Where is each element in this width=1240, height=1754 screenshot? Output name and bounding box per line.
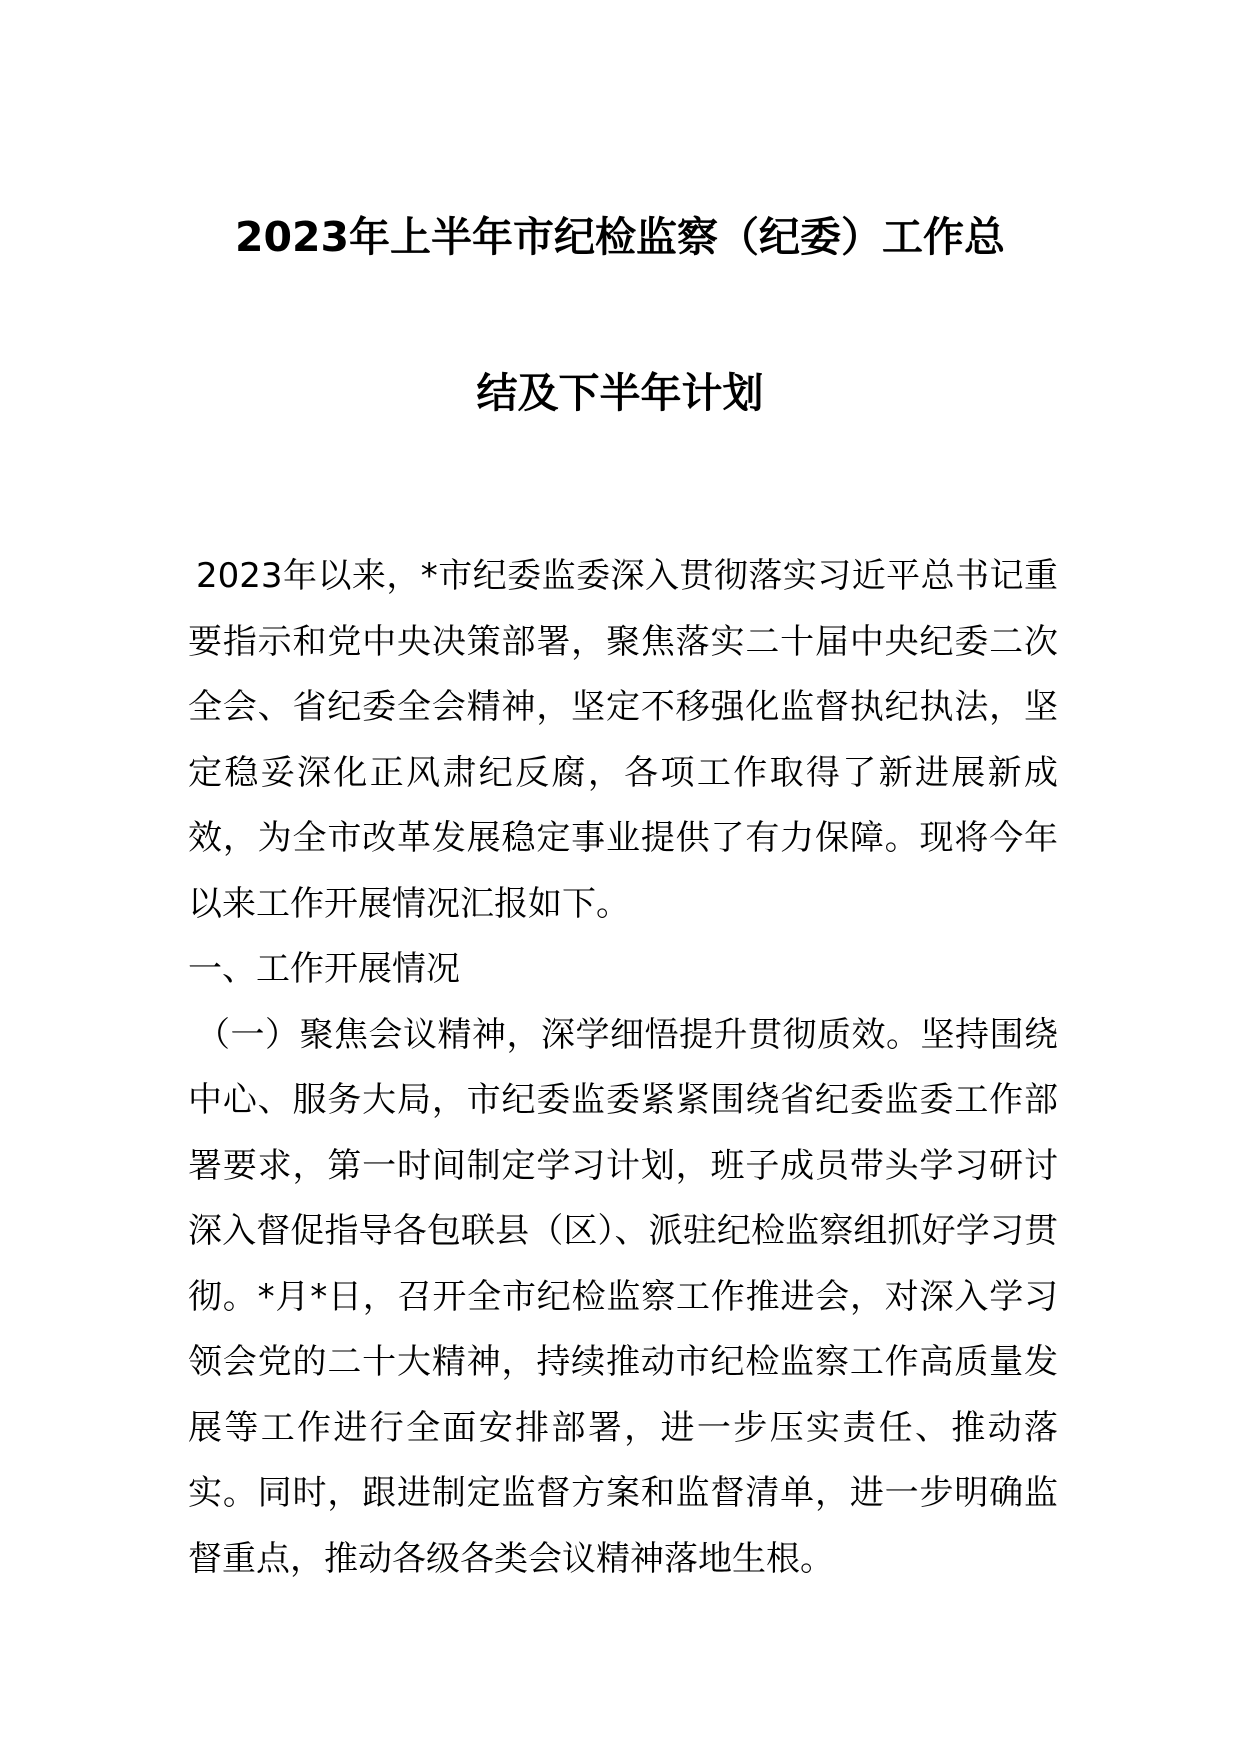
document-title-line-1: 2023年上半年市纪检监察（纪委）工作总 — [234, 213, 1006, 261]
document-body — [188, 544, 1058, 1592]
section-heading: 一、工作开展情况 — [188, 949, 460, 989]
document-title-line-2: 结及下半年计划 — [476, 369, 764, 417]
intro-paragraph: 2023年以来，*市纪委监委深入贯彻落实习近平总书记重要指示和党中央决策部署，聚焦落实二十届中央纪委二次全会、省纪委全会精神，坚定不移强化监督执纪执法，坚定稳妥深化正风肃纪反腐，各项工作取得了新进展新成效，为全市改革发展稳定事业提供了有力保障。现将今年以来工作开展情况汇报如下。 — [188, 556, 1058, 924]
section-paragraph: （一）聚焦会议精神，深学细悟提升贯彻质效。坚持围绕中心、服务大局，市纪委监委紧紧围绕省纪委监委工作部署要求，第一时间制定学习计划，班子成员带头学习研讨深入督促指导各包联县（区）、派驻纪检监察组抓好学习贯彻。*月*日，召开全市纪检监察工作推进会，对深入学习领会党的二十大精神，持续推动市纪检监察工作高质量发展等工作进行全面安排部署，进一步压实责任、推动落实。同时，跟进制定监督方案和监督清单，进一步明确监督重点，推动各级各类会议精神落地生根。 — [188, 1014, 1058, 1579]
